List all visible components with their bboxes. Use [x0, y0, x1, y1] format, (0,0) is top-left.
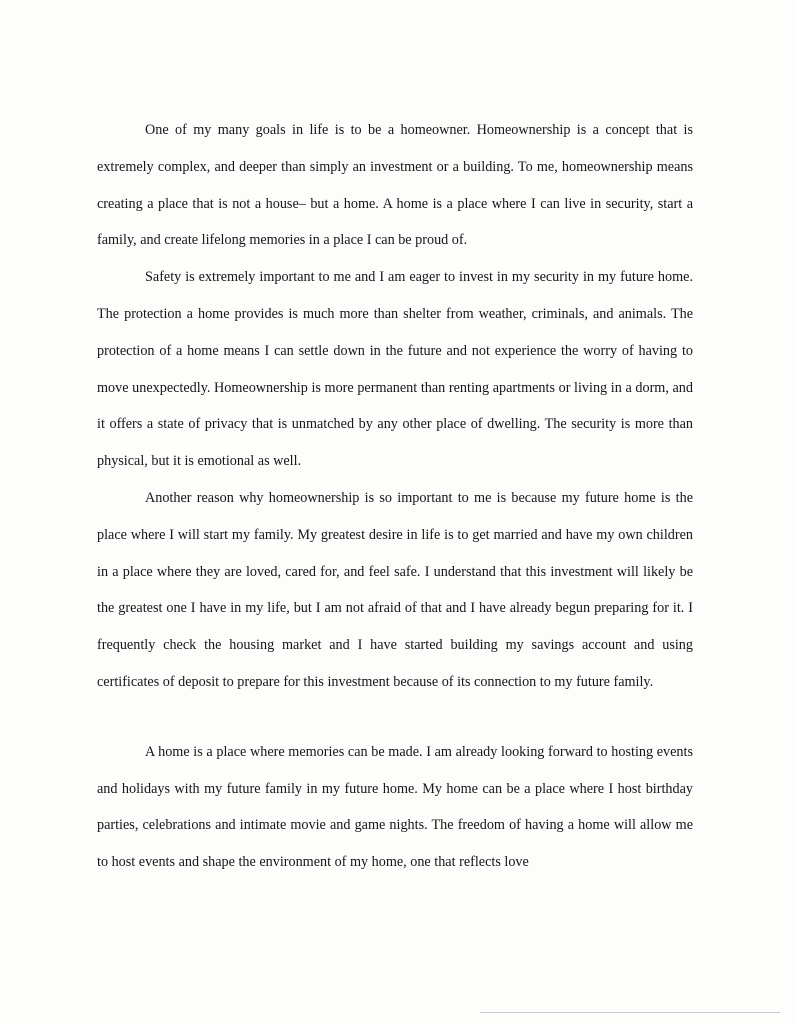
paragraph-homeownership-goal: One of my many goals in life is to be a homeowner. Homeownership is a concept that is extremely complex, and deeper than simply an investment or a building. To me, homeownership means creating a place that is not a house– but a home. A home is a place where I can live in security, start a family, and create lifelong memories in a place I can be proud of. — [97, 122, 693, 249]
essay-body — [97, 112, 693, 881]
paragraph-memories: A home is a place where memories can be made. I am already looking forward to hosting events and holidays with my future family in my future home. My home can be a place where I host birthday parties, celebrations and intimate movie and game nights. The freedom of having a home will allow me to host events and shape the environment of my home, one that reflects love — [97, 743, 693, 871]
paragraph-family: Another reason why homeownership is so important to me is because my future home is the place where I will start my family. My greatest desire in life is to get married and have my own children in a place where they are loved, cared for, and feel safe. I understand that this investment will likely be the greatest one I have in my life, but I am not afraid of that and I have already begun preparing for it. I frequently check the housing market and I have started building my savings account and using certificates of deposit to prepare for this investment because of its connection to my future family. — [97, 489, 693, 690]
footer-rule — [480, 1012, 780, 1013]
paragraph-safety: Safety is extremely important to me and I am eager to invest in my security in my future home. The protection a home provides is much more than shelter from weather, criminals, and animals. The protection of a home means I can settle down in the future and not experience the worry of having to move unexpectedly. Homeownership is more permanent than renting apartments or living in a dorm, and it offers a state of privacy that is unmatched by any other place of dwelling. The security is more than physical, but it is emotional as well. — [97, 269, 693, 470]
